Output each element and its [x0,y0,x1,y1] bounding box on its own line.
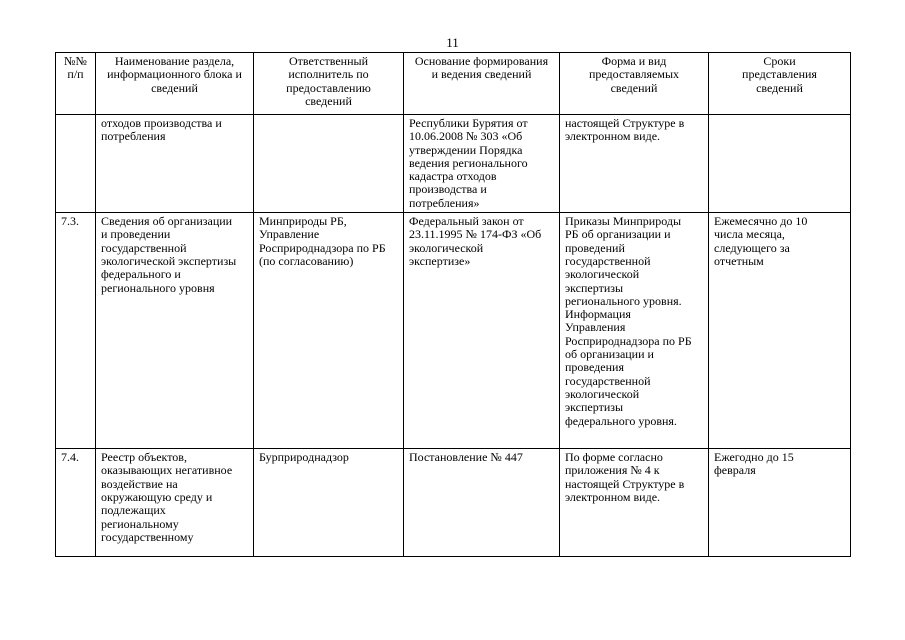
header-deadline: Сроки представления сведений [709,53,851,115]
cell-deadline: Ежегодно до 15 февраля [709,449,851,557]
header-executor: Ответственный исполнитель по предоставлению сведений [254,53,404,115]
cell-section-name: Сведения об организации и проведении государственной экологической экспертизы федерального и регионального уровня [96,213,254,449]
data-structure-table [55,52,851,557]
cell-form: По форме согласно приложения № 4 к настоящей Структуре в электронном виде. [560,449,709,557]
cell-form: Приказы Минприроды РБ об организации и проведений государственной экологической экспертизы регионального уровня. Информация Управления Росприроднадзора по РБ об организации и проведения государственной экологической экспертизы федерального уровня. [560,213,709,449]
header-basis: Основание формирования и ведения сведений [404,53,560,115]
cell-executor: Бурприроднадзор [254,449,404,557]
cell-deadline: Ежемесячно до 10 числа месяца, следующего за отчетным [709,213,851,449]
cell-section-name: отходов производства и потребления [96,115,254,213]
table-row [56,115,851,213]
cell-deadline [709,115,851,213]
cell-section-name: Реестр объектов, оказывающих негативное воздействие на окружающую среду и подлежащих региональному государственному [96,449,254,557]
cell-number [56,115,96,213]
table-row [56,449,851,557]
table-row [56,213,851,449]
table-header-row [56,53,851,115]
header-number: №№ п/п [56,53,96,115]
header-form: Форма и вид предоставляемых сведений [560,53,709,115]
cell-basis: Федеральный закон от 23.11.1995 № 174-ФЗ «Об экологической экспертизе» [404,213,560,449]
header-section-name: Наименование раздела, информационного блока и сведений [96,53,254,115]
cell-basis: Постановление № 447 [404,449,560,557]
cell-executor: Минприроды РБ, Управление Росприроднадзора по РБ (по согласованию) [254,213,404,449]
cell-form: настоящей Структуре в электронном виде. [560,115,709,213]
cell-executor [254,115,404,213]
cell-basis: Республики Бурятия от 10.06.2008 № 303 «Об утверждении Порядка ведения регионального кадастра отходов производства и потребления» [404,115,560,213]
cell-number: 7.3. [56,213,96,449]
cell-number: 7.4. [56,449,96,557]
page-number: 11 [446,35,459,50]
